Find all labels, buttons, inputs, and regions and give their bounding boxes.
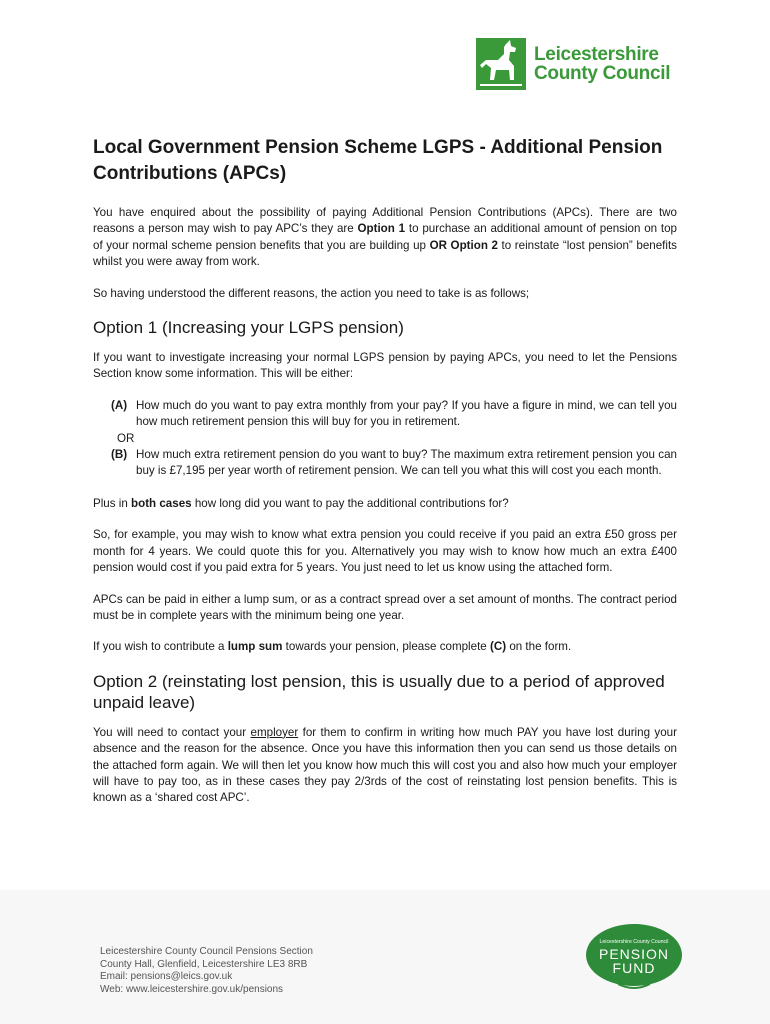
example-paragraph: So, for example, you may wish to know what extra pension you could receive if you paid an extra £50 gross per month for 4 years. We could quote this for you. Alternatively you may wish to know how much an extra £400 pension would cost if you paid extra for 5 years. You just need to let us know using the attached form. xyxy=(93,528,677,575)
fund-logo-line2: FUND xyxy=(612,960,656,976)
document-body xyxy=(93,205,677,822)
council-name xyxy=(534,45,670,83)
or-separator: OR xyxy=(117,431,135,445)
pension-fund-logo xyxy=(584,922,688,992)
page-title: Local Government Pension Scheme LGPS - Additional Pension Contributions (APCs) xyxy=(93,137,663,184)
contribute-paragraph: If you wish to contribute a lump sum towards your pension, please complete (C) on the form. xyxy=(93,640,572,654)
option1-heading: Option 1 (Increasing your LGPS pension) xyxy=(93,318,404,338)
action-paragraph: So having understood the different reasons, the action you need to take is as follows; xyxy=(93,286,530,300)
fox-crest-icon xyxy=(476,38,526,90)
footer-email: Email: pensions@leics.gov.uk xyxy=(100,971,233,983)
lump-sum-paragraph: APCs can be paid in either a lump sum, or as a contract spread over a set amount of months. The contract period must be in complete years with the minimum being one year. xyxy=(93,592,677,622)
option2-paragraph: You will need to contact your employer for them to confirm in writing how much PAY you have lost during your absence and the reason for the absence. Once you have this information then you can send us those details on the attached form again. We will then let you know how much this will cost you and also how much your employer will have to pay too, as in these cases they pay 2/3rds of the cost of reinstating lost pension benefits. This is known as a ‘shared cost APC’. xyxy=(93,725,677,805)
footer-line: Leicestershire County Council Pensions Section xyxy=(100,946,313,957)
fund-logo-caption: Leicestershire County Council xyxy=(599,939,669,945)
footer-web: Web: www.leicestershire.gov.uk/pensions xyxy=(100,983,284,995)
footer-contact xyxy=(100,946,313,996)
footer-line: County Hall, Glenfield, Leicestershire LE3 8RB xyxy=(100,958,308,970)
list-item-a: (A) How much do you want to pay extra monthly from your pay? If you have a figure in mind, we can tell you how much retirement pension this will buy for you in retirement. xyxy=(111,398,677,429)
employer-underlined: employer xyxy=(250,725,299,739)
option1-intro: If you want to investigate increasing your normal LGPS pension by paying APCs, you need to let the Pensions Section know some information. This will be either: xyxy=(93,351,677,381)
option2-heading: Option 2 (reinstating lost pension, this is usually due to a period of approved unpaid leave) xyxy=(93,671,665,712)
council-name-line2: County Council xyxy=(534,63,671,84)
both-cases-paragraph: Plus in both cases how long did you want to pay the additional contributions for? xyxy=(93,496,509,510)
council-name-line1: Leicestershire xyxy=(534,44,659,65)
intro-paragraph: You have enquired about the possibility of paying Additional Pension Contributions (APCs). There are two reasons a person may wish to pay APC’s they are Option 1 to purchase an additional amount of pension on top of your normal scheme pension benefits that you are building up OR Option 2 to reinstate “lost pension” benefits whilst you were away from work. xyxy=(93,206,678,269)
fund-logo-line1: PENSION xyxy=(598,946,670,962)
list-item-b: (B) How much extra retirement pension do you want to buy? The maximum extra retirement pension you can buy is £7,195 per year worth of retirement pension. We can tell you what this will cost you each month. xyxy=(111,448,677,478)
council-logo xyxy=(476,38,670,90)
